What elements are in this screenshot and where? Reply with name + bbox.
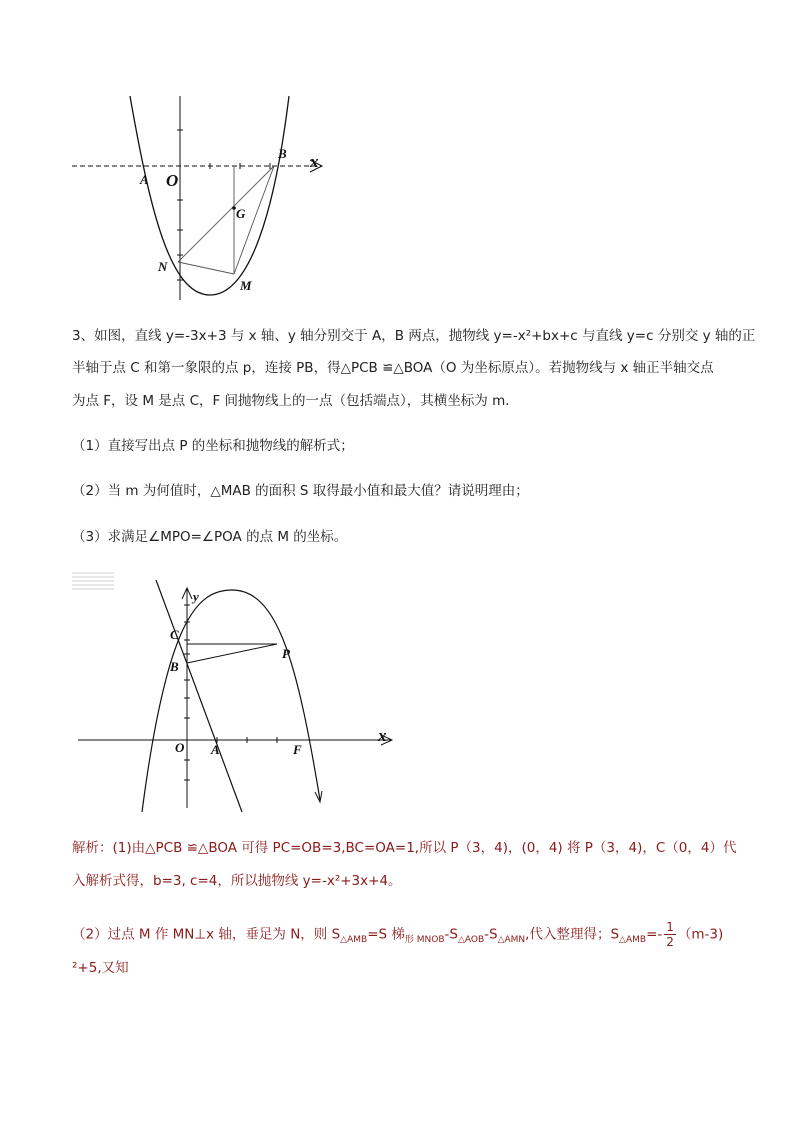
figure-2	[72, 580, 402, 815]
label-origin: O	[175, 740, 185, 755]
label-B: B	[170, 659, 179, 674]
fraction-numerator: 1	[666, 920, 674, 934]
label-F: F	[293, 742, 302, 757]
solution-line-2: 入解析式得，b=3, c=4，所以抛物线 y=-x²+3x+4。	[72, 873, 402, 889]
label-P: P	[282, 646, 290, 661]
question-2: （2）当 m 为何值时，△MAB 的面积 S 取得最小值和最大值？请说明理由；	[72, 483, 529, 499]
line-AB	[156, 580, 242, 812]
label-A: A	[140, 172, 149, 187]
fraction-denominator: 2	[666, 935, 674, 949]
sub-mnob: 形 MNOB	[404, 935, 445, 946]
question-3: （3）求满足∠MPO=∠POA 的点 M 的坐标。	[72, 529, 348, 545]
label-G: G	[236, 206, 246, 221]
label-x: x	[310, 152, 319, 171]
sol3-g: （m-3)	[677, 926, 724, 943]
label-A: A	[211, 742, 220, 757]
problem-line-3: 为点 F，设 M 是点 C，F 间抛物线上的一点（包括端点），其横坐标为 m.	[72, 393, 510, 409]
sol3-b: =S 梯	[367, 926, 405, 943]
figure-1	[60, 90, 340, 305]
problem-line-2: 半轴于点 C 和第一象限的点 p，连接 PB，得△PCB ≌△BOA（O 为坐标原点）。若抛物线与 x 轴正半轴交点	[72, 360, 714, 376]
sol3-d: -S	[484, 926, 498, 943]
sub-amb: △AMB	[340, 935, 368, 946]
segment-BP	[187, 644, 277, 663]
segment-NM	[178, 262, 234, 274]
sol3-c: -S	[444, 926, 458, 943]
sol3-f: =-	[646, 926, 663, 943]
label-C: C	[170, 627, 179, 642]
sol3-e: ,代入整理得；S	[525, 926, 620, 943]
parabola	[142, 590, 320, 812]
solution-line-4: ²+5,又知	[72, 960, 129, 976]
sub-amn: △AMN	[497, 935, 526, 946]
label-y: y	[193, 589, 199, 604]
sub-aob: △AOB	[457, 935, 485, 946]
fraction-one-half	[664, 920, 676, 949]
segment-NB	[178, 166, 274, 262]
parabola	[130, 96, 289, 295]
label-M: M	[240, 278, 252, 293]
sub-amb-2: △AMB	[619, 935, 647, 946]
label-x: x	[378, 726, 387, 745]
label-N: N	[158, 259, 168, 274]
label-B: B	[278, 146, 287, 161]
solution-line-3	[72, 920, 723, 950]
label-origin: O	[166, 171, 179, 190]
question-1: （1）直接写出点 P 的坐标和抛物线的解析式；	[72, 438, 354, 454]
sol3-a: （2）过点 M 作 MN⊥x 轴，垂足为 N，则 S	[72, 926, 341, 943]
problem-line-1: 3、如图，直线 y=-3x+3 与 x 轴、y 轴分别交于 A，B 两点，抛物线 y=-x²+bx+c 与直线 y=c 分别交 y 轴的正	[72, 328, 756, 344]
solution-line-1: 解析：(1)由△PCB ≌△BOA 可得 PC=OB=3,BC=OA=1,所以 P（3，4)，(0，4) 将 P（3，4)，C（0，4）代	[72, 840, 737, 856]
